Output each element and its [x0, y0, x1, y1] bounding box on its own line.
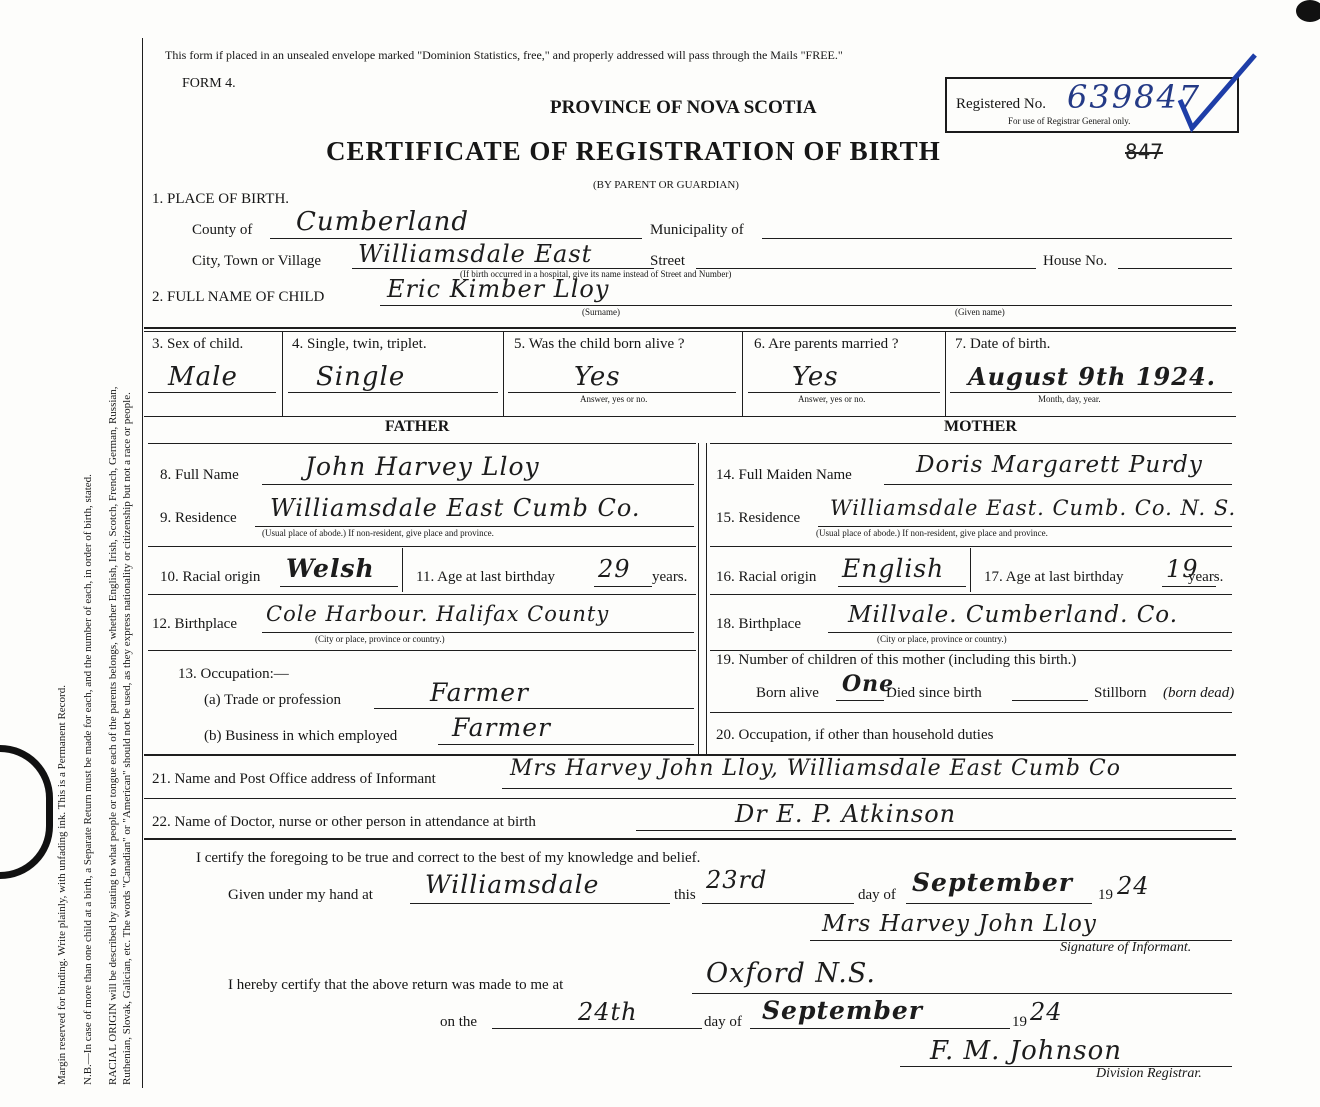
doctor-underline: [636, 830, 1232, 831]
date-of-birth-value: August 9th 1924.: [968, 362, 1216, 391]
street-label: Street: [650, 253, 685, 269]
county-label: County of: [192, 222, 253, 238]
mother-rule-2: [710, 594, 1232, 595]
doctor-label: 22. Name of Doctor, nurse or other person in attendance at birth: [152, 814, 536, 830]
parents-married-underline: [748, 392, 940, 393]
business-label: (b) Business in which employed: [204, 728, 398, 744]
given-name-note: (Given name): [955, 307, 1005, 317]
margin-note-racial-origin-cont: Ruthenian, Slovak, Galician, etc. The words "Canadian" or "American" should not be used, as they express nationality or citizenship but not a race or people.: [121, 392, 133, 1085]
grid-divider-1: [282, 331, 283, 417]
date-of-birth-label: 7. Date of birth.: [955, 336, 1051, 352]
county-value: Cumberland: [296, 207, 469, 237]
doctor-value: Dr E. P. Atkinson: [735, 800, 957, 828]
margin-rule: [142, 38, 143, 1088]
born-alive-count-label: Born alive: [756, 685, 819, 701]
city-value: Williamsdale East: [358, 240, 593, 268]
informant-label: 21. Name and Post Office address of Informant: [152, 771, 436, 787]
mother-occupation-label: 20. Occupation, if other than household duties: [716, 727, 994, 743]
registrar-place-underline: [692, 993, 1232, 994]
mother-name-label: 14. Full Maiden Name: [716, 467, 852, 483]
surname-note: (Surname): [582, 307, 620, 317]
mother-rule-3: [710, 650, 1232, 651]
column-divider-left: [698, 443, 699, 754]
checkmark-icon: [1150, 50, 1270, 140]
trade-value: Farmer: [430, 678, 529, 707]
father-age-value: 29: [598, 555, 631, 583]
father-years-label: years.: [652, 569, 688, 585]
father-birthplace-underline: [262, 632, 694, 633]
father-birthplace-value: Cole Harbour. Halifax County: [266, 602, 610, 626]
grid-top-rule: [144, 327, 1236, 329]
date-of-birth-note: Month, day, year.: [1038, 394, 1101, 404]
county-underline: [270, 238, 642, 239]
informant-signature-label: Signature of Informant.: [1060, 940, 1192, 955]
sex-value: Male: [168, 362, 238, 392]
grid-divider-4: [945, 331, 946, 417]
sex-underline: [148, 392, 276, 393]
mother-residence-underline: [818, 526, 1232, 527]
certify-month-value: September: [912, 868, 1073, 897]
mother-rule-1: [710, 546, 1232, 547]
this-label: this: [674, 887, 696, 903]
father-residence-label: 9. Residence: [160, 510, 237, 526]
division-registrar-label: Division Registrar.: [1096, 1066, 1202, 1081]
father-rule-2: [148, 594, 696, 595]
hospital-note: (If birth occurred in a hospital, give its name instead of Street and Number): [460, 269, 732, 279]
given-under-hand-label: Given under my hand at: [228, 887, 373, 903]
registrar-month-value: September: [762, 996, 923, 1025]
registered-label: Registered No.: [956, 96, 1046, 112]
certify-year-printed: 19: [1098, 887, 1113, 903]
plurality-underline: [288, 392, 498, 393]
plurality-label: 4. Single, twin, triplet.: [292, 336, 427, 352]
grid-top-rule-2: [144, 331, 1236, 332]
died-since-birth-underline: [1012, 700, 1088, 701]
mother-age-label: 17. Age at last birthday: [984, 569, 1124, 585]
parents-married-value: Yes: [792, 362, 839, 392]
mother-racial-underline: [838, 586, 966, 587]
business-value: Farmer: [452, 713, 551, 742]
stamp-number: 847: [1125, 140, 1163, 164]
certify-year-written: 24: [1117, 872, 1150, 900]
died-since-birth-label: Died since birth: [886, 685, 982, 701]
mother-rule-4: [710, 712, 1232, 713]
father-rule-3: [148, 650, 696, 651]
grid-divider-2: [503, 331, 504, 417]
grid-divider-3: [742, 331, 743, 417]
business-underline: [438, 744, 694, 745]
father-name-label: 8. Full Name: [160, 467, 239, 483]
parents-married-note: Answer, yes or no.: [798, 394, 866, 404]
father-abode-note: (Usual place of abode.) If non-resident, give place and province.: [262, 528, 494, 538]
registrar-place-value: Oxford N.S.: [706, 958, 876, 989]
given-place-value: Williamsdale: [425, 870, 600, 899]
grid-bottom-rule: [144, 416, 1236, 417]
form-number: FORM 4.: [182, 76, 236, 91]
child-name-value: Eric Kimber Lloy: [387, 275, 610, 303]
born-alive-count-underline: [836, 700, 884, 701]
margin-note-racial-origin: RACIAL ORIGIN will be described by stating to what people or tongue each of the parents belongs, whether English, Irish, Scotch, French, German, Russian,: [107, 386, 119, 1085]
registrar-day-value: 24th: [578, 998, 638, 1026]
certify-statement: I certify the foregoing to be true and correct to the best of my knowledge and belief.: [196, 850, 701, 866]
margin-note-multiple-births: N.B.—In case of more than one child at a birth, a Separate Return must be made for each, and the number of each, in order of birth, stated.: [82, 474, 94, 1085]
mother-heading: MOTHER: [944, 418, 1017, 435]
house-number-label: House No.: [1043, 253, 1108, 269]
father-name-underline: [262, 484, 694, 485]
mother-place-note: (City or place, province or country.): [877, 634, 1007, 644]
occupation-label: 13. Occupation:—: [178, 666, 289, 682]
parents-married-label: 6. Are parents married ?: [754, 336, 899, 352]
day-of-label: day of: [858, 887, 896, 903]
municipality-label: Municipality of: [650, 222, 744, 238]
stillborn-label: Stillborn: [1094, 685, 1147, 701]
father-rule-1: [148, 546, 696, 547]
father-residence-value: Williamsdale East Cumb Co.: [270, 494, 641, 522]
trade-label: (a) Trade or profession: [204, 692, 342, 708]
trade-underline: [374, 708, 694, 709]
certificate-subtitle: (BY PARENT OR GUARDIAN): [593, 179, 739, 191]
father-age-label: 11. Age at last birthday: [416, 569, 555, 585]
father-age-underline: [594, 586, 652, 587]
mother-years-label: years.: [1188, 569, 1224, 585]
father-racial-value: Welsh: [286, 554, 375, 583]
father-racial-underline: [280, 586, 398, 587]
father-heading: FATHER: [385, 418, 450, 435]
mother-age-value: 19: [1166, 555, 1199, 583]
mother-age-divider: [970, 548, 971, 592]
municipality-underline: [762, 238, 1232, 239]
children-count-label: 19. Number of children of this mother (including this birth.): [716, 652, 1077, 668]
street-underline: [696, 268, 1036, 269]
punch-hole-left: [0, 745, 53, 879]
certify-month-underline: [906, 903, 1092, 904]
given-place-underline: [410, 903, 670, 904]
mother-name-value: Doris Margarett Purdy: [916, 452, 1203, 478]
mother-racial-label: 16. Racial origin: [716, 569, 817, 585]
mother-birthplace-value: Millvale. Cumberland. Co.: [848, 602, 1179, 628]
father-residence-underline: [255, 526, 694, 527]
informant-underline: [502, 788, 1232, 789]
born-alive-note: Answer, yes or no.: [580, 394, 648, 404]
place-of-birth-heading: 1. PLACE OF BIRTH.: [152, 191, 290, 207]
informant-signature: Mrs Harvey John Lloy: [822, 911, 1097, 937]
born-alive-value: Yes: [574, 362, 621, 392]
mother-heading-rule: [710, 443, 1232, 444]
mother-abode-note: (Usual place of abode.) If non-resident, give place and province.: [816, 528, 1048, 538]
house-underline: [1118, 268, 1232, 269]
registered-number: 639847: [1067, 78, 1202, 116]
father-age-divider: [402, 548, 403, 592]
date-of-birth-underline: [950, 392, 1232, 393]
mother-age-underline: [1162, 586, 1216, 587]
registrar-day-of-label: day of: [704, 1014, 742, 1030]
registrar-statement: I hereby certify that the above return was made to me at: [228, 977, 564, 993]
registrar-signature: F. M. Johnson: [930, 1036, 1122, 1066]
registrar-day-underline: [492, 1028, 702, 1029]
father-name-value: John Harvey Lloy: [305, 452, 540, 481]
column-divider-right: [706, 443, 707, 754]
born-alive-label: 5. Was the child born alive ?: [514, 336, 685, 352]
child-name-label: 2. FULL NAME OF CHILD: [152, 289, 325, 305]
father-birthplace-label: 12. Birthplace: [152, 616, 237, 632]
informant-bottom-rule: [144, 798, 1236, 799]
father-racial-label: 10. Racial origin: [160, 569, 261, 585]
mother-birthplace-label: 18. Birthplace: [716, 616, 801, 632]
informant-value: Mrs Harvey John Lloy, Williamsdale East Cumb Co: [510, 756, 1121, 781]
mail-notice: This form if placed in an unsealed envelope marked "Dominion Statistics, free," and properly addressed will pass through the Mails "FREE.": [165, 48, 843, 62]
father-place-note: (City or place, province or country.): [315, 634, 445, 644]
mother-residence-label: 15. Residence: [716, 510, 801, 526]
registrar-year-printed: 19: [1012, 1014, 1027, 1030]
child-name-underline: [380, 305, 1232, 306]
certify-day-underline: [702, 903, 854, 904]
stillborn-note: (born dead): [1163, 685, 1235, 701]
registrar-use-note: For use of Registrar General only.: [1008, 116, 1131, 126]
mother-racial-value: English: [842, 554, 945, 583]
margin-note-binding: Margin reserved for binding. Write plainly, with unfading ink. This is a Permanent Record.: [56, 685, 68, 1085]
registrar-year-written: 24: [1030, 998, 1063, 1026]
certify-day-value: 23rd: [706, 866, 768, 894]
certificate-title: CERTIFICATE OF REGISTRATION OF BIRTH: [326, 136, 941, 166]
mother-residence-value: Williamsdale East. Cumb. Co. N. S.: [830, 496, 1237, 520]
punch-hole-top: [1296, 0, 1320, 22]
born-alive-count-value: One: [842, 671, 895, 697]
on-the-label: on the: [440, 1014, 478, 1030]
city-label: City, Town or Village: [192, 253, 322, 269]
province-heading: PROVINCE OF NOVA SCOTIA: [550, 97, 817, 118]
mother-birthplace-underline: [828, 632, 1232, 633]
born-alive-underline: [508, 392, 736, 393]
father-heading-rule: [148, 443, 696, 444]
plurality-value: Single: [316, 362, 406, 392]
doctor-bottom-rule: [144, 838, 1236, 840]
mother-name-underline: [884, 484, 1232, 485]
sex-label: 3. Sex of child.: [152, 336, 244, 352]
registrar-month-underline: [750, 1028, 1010, 1029]
